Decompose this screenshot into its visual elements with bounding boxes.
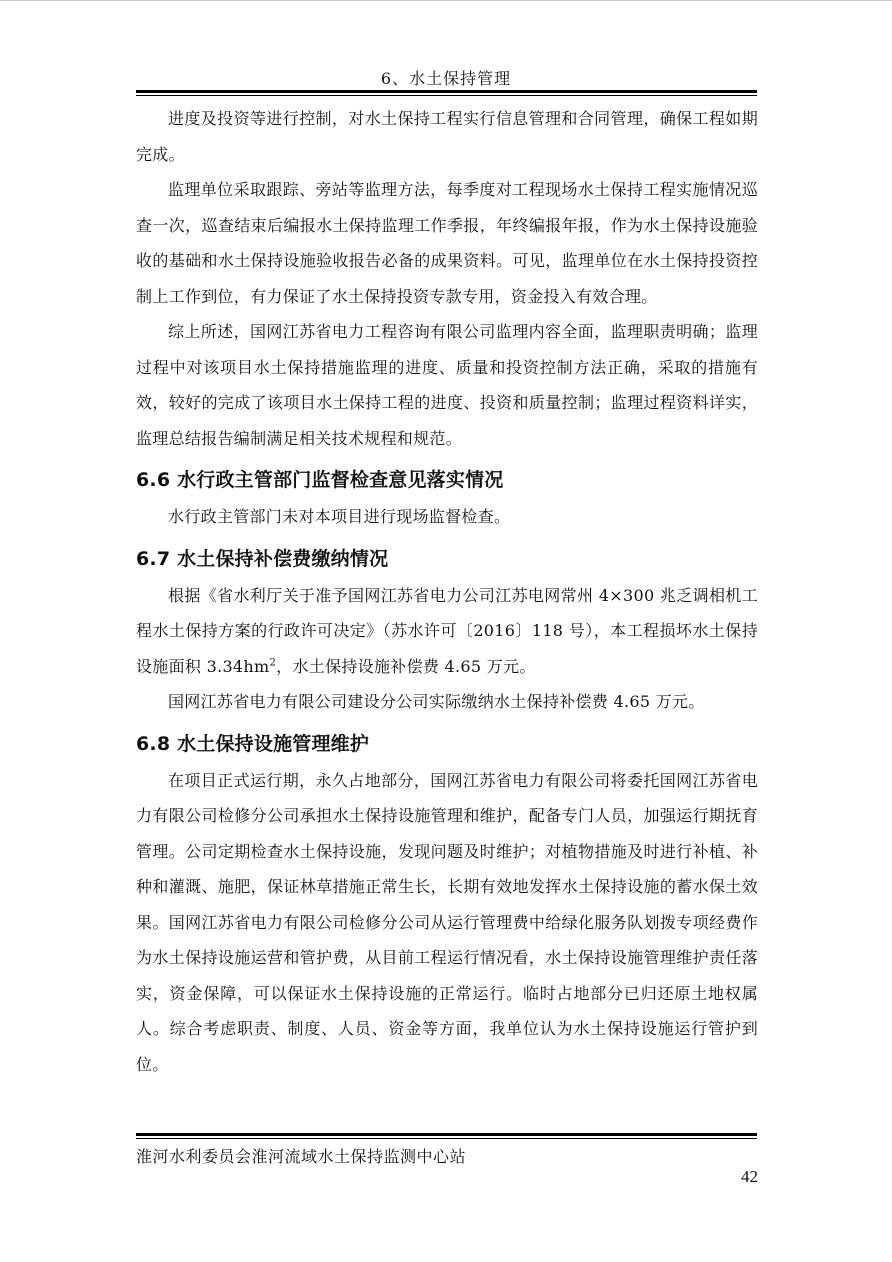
section-heading-6-6: 6.6 水行政主管部门监督检查意见落实情况 bbox=[136, 469, 504, 491]
header-double-rule bbox=[136, 90, 757, 96]
footer-organization: 淮河水利委员会淮河流域水土保持监测中心站 bbox=[136, 1147, 467, 1166]
section-heading-6-7: 6.7 水土保持补偿费缴纳情况 bbox=[136, 547, 389, 570]
paragraph-text: 根据《省水利厅关于准予国网江苏省电力公司江苏电网常州 4×300 兆乏调相机工程水土保持方案的行政许可决定》（苏水许可〔2016〕118 号），本工程损坏水土保持设施面积 3.34hm bbox=[136, 585, 758, 676]
paragraph: 进度及投资等进行控制，对水土保持工程实行信息管理和合同管理，确保工程如期完成。 bbox=[136, 109, 758, 164]
document-body bbox=[136, 101, 758, 1082]
footer-double-rule bbox=[136, 1133, 757, 1139]
paragraph: 在项目正式运行期，永久占地部分，国网江苏省电力有限公司将委托国网江苏省电力有限公司检修分公司承担水土保持设施管理和维护，配备专门人员，加强运行期抚育管理。公司定期检查水土保持设施，发现问题及时维护；对植物措施及时进行补植、补种和灌溉、施肥，保证林草措施正常生长，长期有效地发挥水土保持设施的蓄水保土效果。国网江苏省电力有限公司检修分公司从运行管理费中给绿化服务队划拨专项经费作为水土保持设施运营和管护费，从目前工程运行情况看，水土保持设施管理维护责任落实，资金保障，可以保证水土保持设施的正常运行。临时占地部分已归还原土地权属人。综合考虑职责、制度、人员、资金等方面，我单位认为水土保持设施运行管护到位。 bbox=[136, 770, 758, 1074]
paragraph-text: ，水土保持设施补偿费 4.65 万元。 bbox=[276, 656, 536, 676]
paragraph-compensation-basis bbox=[136, 578, 758, 685]
paragraph: 综上所述，国网江苏省电力工程咨询有限公司监理内容全面，监理职责明确；监理过程中对该项目水土保持措施监理的进度、质量和投资控制方法正确，采取的措施有效，较好的完成了该项目水土保持工程的进度、投资和质量控制；监理过程资料详实，监理总结报告编制满足相关技术规程和规范。 bbox=[136, 322, 758, 448]
page-number: 42 bbox=[741, 1167, 758, 1186]
paragraph: 水行政主管部门未对本项目进行现场监督检查。 bbox=[168, 507, 511, 526]
superscript-2: 2 bbox=[269, 657, 277, 669]
running-header-title: 6、水土保持管理 bbox=[380, 69, 512, 88]
page-top-border bbox=[0, 0, 892, 1]
paragraph: 国网江苏省电力有限公司建设分公司实际缴纳水土保持补偿费 4.65 万元。 bbox=[168, 692, 705, 711]
section-heading-6-8: 6.8 水土保持设施管理维护 bbox=[136, 732, 370, 755]
paragraph: 监理单位采取跟踪、旁站等监理方法，每季度对工程现场水土保持工程实施情况巡查一次，巡查结束后编报水土保持监理工作季报，年终编报年报，作为水土保持设施验收的基础和水土保持设施验收报告必备的成果资料。可见，监理单位在水土保持投资控制上工作到位，有力保证了水土保持投资专款专用，资金投入有效合理。 bbox=[136, 180, 758, 306]
